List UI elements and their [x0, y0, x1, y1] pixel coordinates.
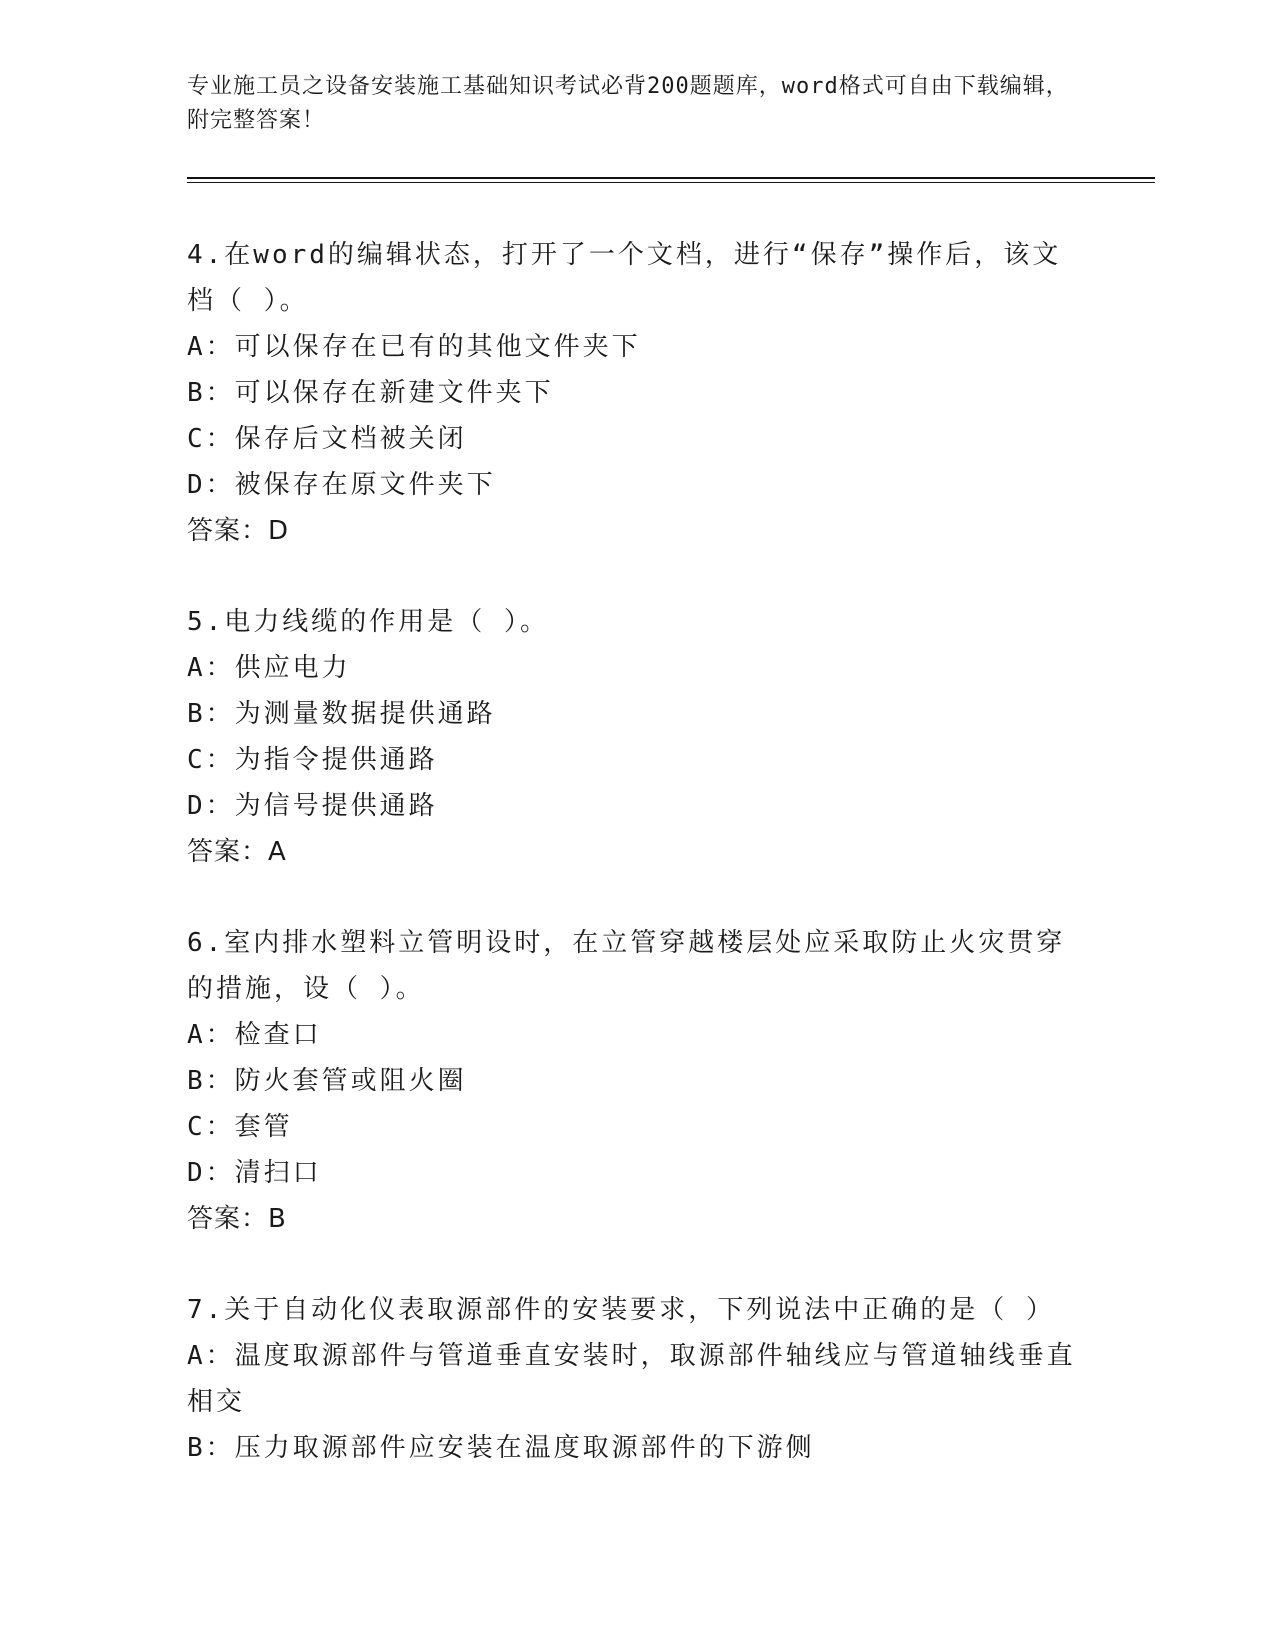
question-stem: 6.室内排水塑料立管明设时，在立管穿越楼层处应采取防止火灾贯穿的措施，设（ ）。 — [187, 928, 1066, 1004]
option-c: C：保存后文档被关闭 — [187, 424, 467, 454]
question-stem: 7.关于自动化仪表取源部件的安装要求，下列说法中正确的是（ ） — [187, 1295, 1055, 1325]
header-rule-thin — [187, 182, 1155, 183]
question-list — [187, 232, 1087, 1516]
answer: 答案：D — [187, 516, 290, 546]
question-7 — [187, 1287, 1087, 1471]
document-header — [187, 70, 1087, 138]
option-d: D：为信号提供通路 — [187, 791, 438, 821]
question-stem: 5.电力线缆的作用是（ ）。 — [187, 607, 549, 637]
option-a: A：检查口 — [187, 1020, 322, 1050]
option-c: C：为指令提供通路 — [187, 745, 438, 775]
answer: 答案：B — [187, 1204, 287, 1234]
question-5 — [187, 599, 1087, 875]
option-b: B：可以保存在新建文件夹下 — [187, 378, 554, 408]
option-a: A：温度取源部件与管道垂直安装时，取源部件轴线应与管道轴线垂直相交 — [187, 1341, 1076, 1417]
option-d: D：清扫口 — [187, 1158, 322, 1188]
question-stem: 4.在word的编辑状态，打开了一个文档，进行“保存”操作后，该文档（ ）。 — [187, 240, 1062, 316]
question-6 — [187, 920, 1087, 1242]
answer: 答案：A — [187, 837, 287, 867]
document-title: 专业施工员之设备安装施工基础知识考试必背200题题库，word格式可自由下载编辑，附完整答案！ — [187, 74, 1069, 133]
option-d: D：被保存在原文件夹下 — [187, 470, 496, 500]
option-b: B：为测量数据提供通路 — [187, 699, 496, 729]
option-a: A：可以保存在已有的其他文件夹下 — [187, 332, 641, 362]
option-a: A：供应电力 — [187, 653, 351, 683]
option-b: B：压力取源部件应安装在温度取源部件的下游侧 — [187, 1433, 815, 1463]
header-rule-thick — [187, 177, 1155, 179]
question-4 — [187, 232, 1087, 554]
option-c: C：套管 — [187, 1112, 293, 1142]
option-b: B：防火套管或阻火圈 — [187, 1066, 467, 1096]
